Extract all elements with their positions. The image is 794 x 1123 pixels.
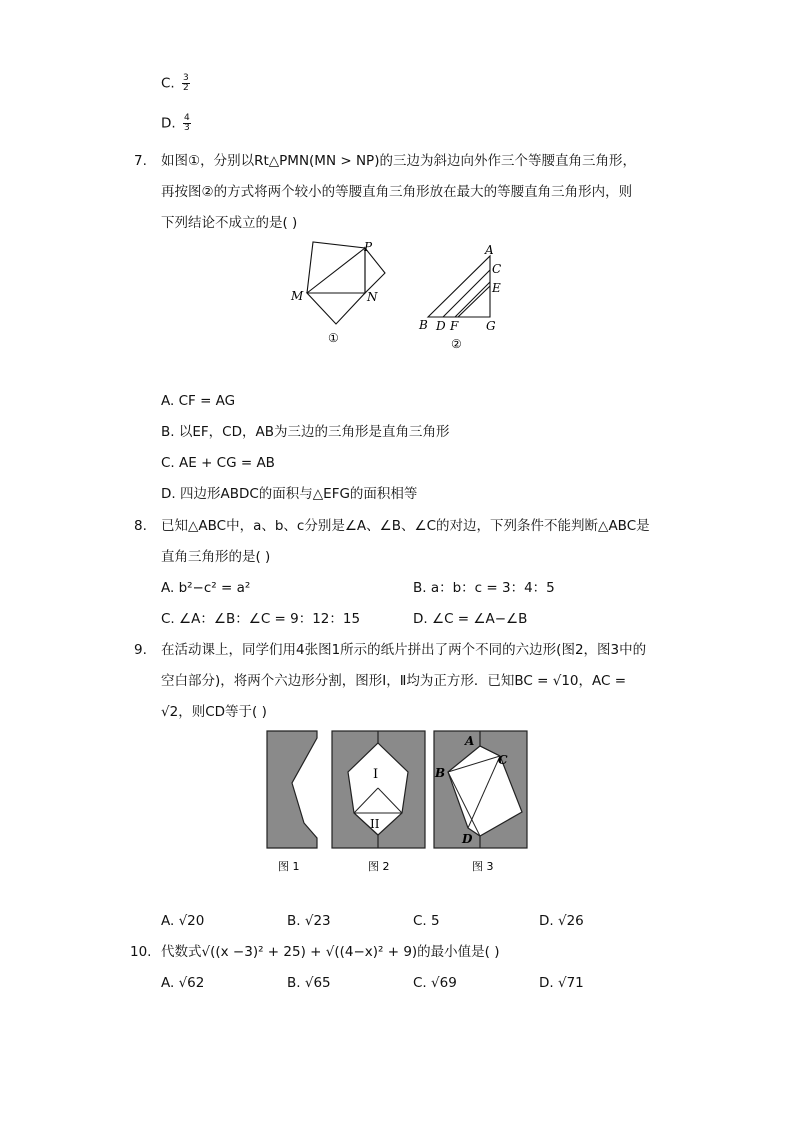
figure-1 [267, 731, 317, 848]
label-e: E [492, 281, 501, 295]
q6-option-c: C. $\frac{3}{2}$ [161, 73, 189, 93]
label-d: D [436, 319, 446, 333]
q7-option-b: B. 以EF，CD，AB为三边的三角形是直角三角形 [161, 424, 450, 440]
question-number: 9. [134, 642, 147, 658]
q9-option-b: B. √23 [287, 913, 331, 929]
figure-caption: ② [451, 337, 462, 351]
q10-option-d: D. √71 [539, 975, 584, 991]
question-text: √2，则CD等于( ) [161, 704, 267, 720]
fraction: $\frac{4}{3}$ [183, 113, 190, 133]
figure-2 [428, 256, 490, 317]
label-b: B [435, 766, 446, 780]
figure-caption: 图 1 [278, 860, 300, 873]
question-text: 在活动课上，同学们用4张图1所示的纸片拼出了两个不同的六边形(图2，图3中的 [161, 642, 647, 658]
label-g: G [486, 319, 496, 333]
question-text: 已知△ABC中，a、b、c分别是∠A、∠B、∠C的对边，下列条件不能判断△ABC是 [161, 518, 650, 534]
q9-option-c: C. 5 [413, 913, 440, 929]
q10-option-c: C. √69 [413, 975, 457, 991]
question-text: 下列结论不成立的是( ) [161, 215, 298, 231]
q9-option-a: A. √20 [161, 913, 205, 929]
label-i: I [373, 767, 379, 782]
q8-option-a: A. b²−c² = a² [161, 580, 251, 596]
question-text: 直角三角形的是( ) [161, 549, 271, 565]
q10-option-a: A. √62 [161, 975, 205, 991]
q9-option-d: D. √26 [539, 913, 584, 929]
question-text: 代数式√((x −3)² + 25) + √((4−x)² + 9)的最小值是( ) [161, 944, 500, 960]
q7-option-c: C. AE + CG = AB [161, 455, 275, 471]
label-f: F [450, 319, 459, 333]
fraction: $\frac{3}{2}$ [183, 73, 189, 93]
label-c: C [498, 753, 508, 767]
label-p: P [364, 240, 373, 254]
q6-option-d: D. $\frac{4}{3}$ [161, 113, 190, 133]
question-number: 8. [134, 518, 147, 534]
figure-1 [307, 242, 385, 324]
question-number: 10. [130, 944, 152, 960]
q8-option-b: B. a：b：c = 3：4：5 [413, 580, 555, 596]
label-ii: II [370, 817, 380, 831]
q7-option-d: D. 四边形ABDC的面积与△EFG的面积相等 [161, 486, 418, 502]
figure-caption: ① [328, 331, 339, 345]
q8-option-d: D. ∠C = ∠A−∠B [413, 611, 528, 627]
q9-figures [264, 728, 530, 876]
q10-option-b: B. √65 [287, 975, 331, 991]
question-number: 7. [134, 153, 147, 169]
figure-caption: 图 2 [368, 860, 390, 873]
question-text: 如图①，分别以Rt△PMN(MN > NP)的三边为斜边向外作三个等腰直角三角形， [161, 153, 636, 169]
question-text: 空白部分)，将两个六边形分割，图形Ⅰ，Ⅱ均为正方形．已知BC = √10，AC = [161, 673, 627, 689]
q8-option-c: C. ∠A：∠B：∠C = 9：12：15 [161, 611, 361, 627]
q7-figures [280, 234, 520, 354]
label-b: B [419, 318, 428, 332]
figure-3 [434, 731, 527, 848]
label-n: N [367, 290, 378, 304]
label-m: M [291, 289, 304, 303]
label-d: D [462, 832, 473, 846]
figure-caption: 图 3 [472, 860, 494, 873]
label-c: C [492, 262, 502, 276]
label-a: A [485, 243, 494, 257]
q7-option-a: A. CF = AG [161, 393, 236, 409]
label-a: A [465, 734, 475, 748]
question-text: 再按图②的方式将两个较小的等腰直角三角形放在最大的等腰直角三角形内，则 [161, 184, 633, 200]
